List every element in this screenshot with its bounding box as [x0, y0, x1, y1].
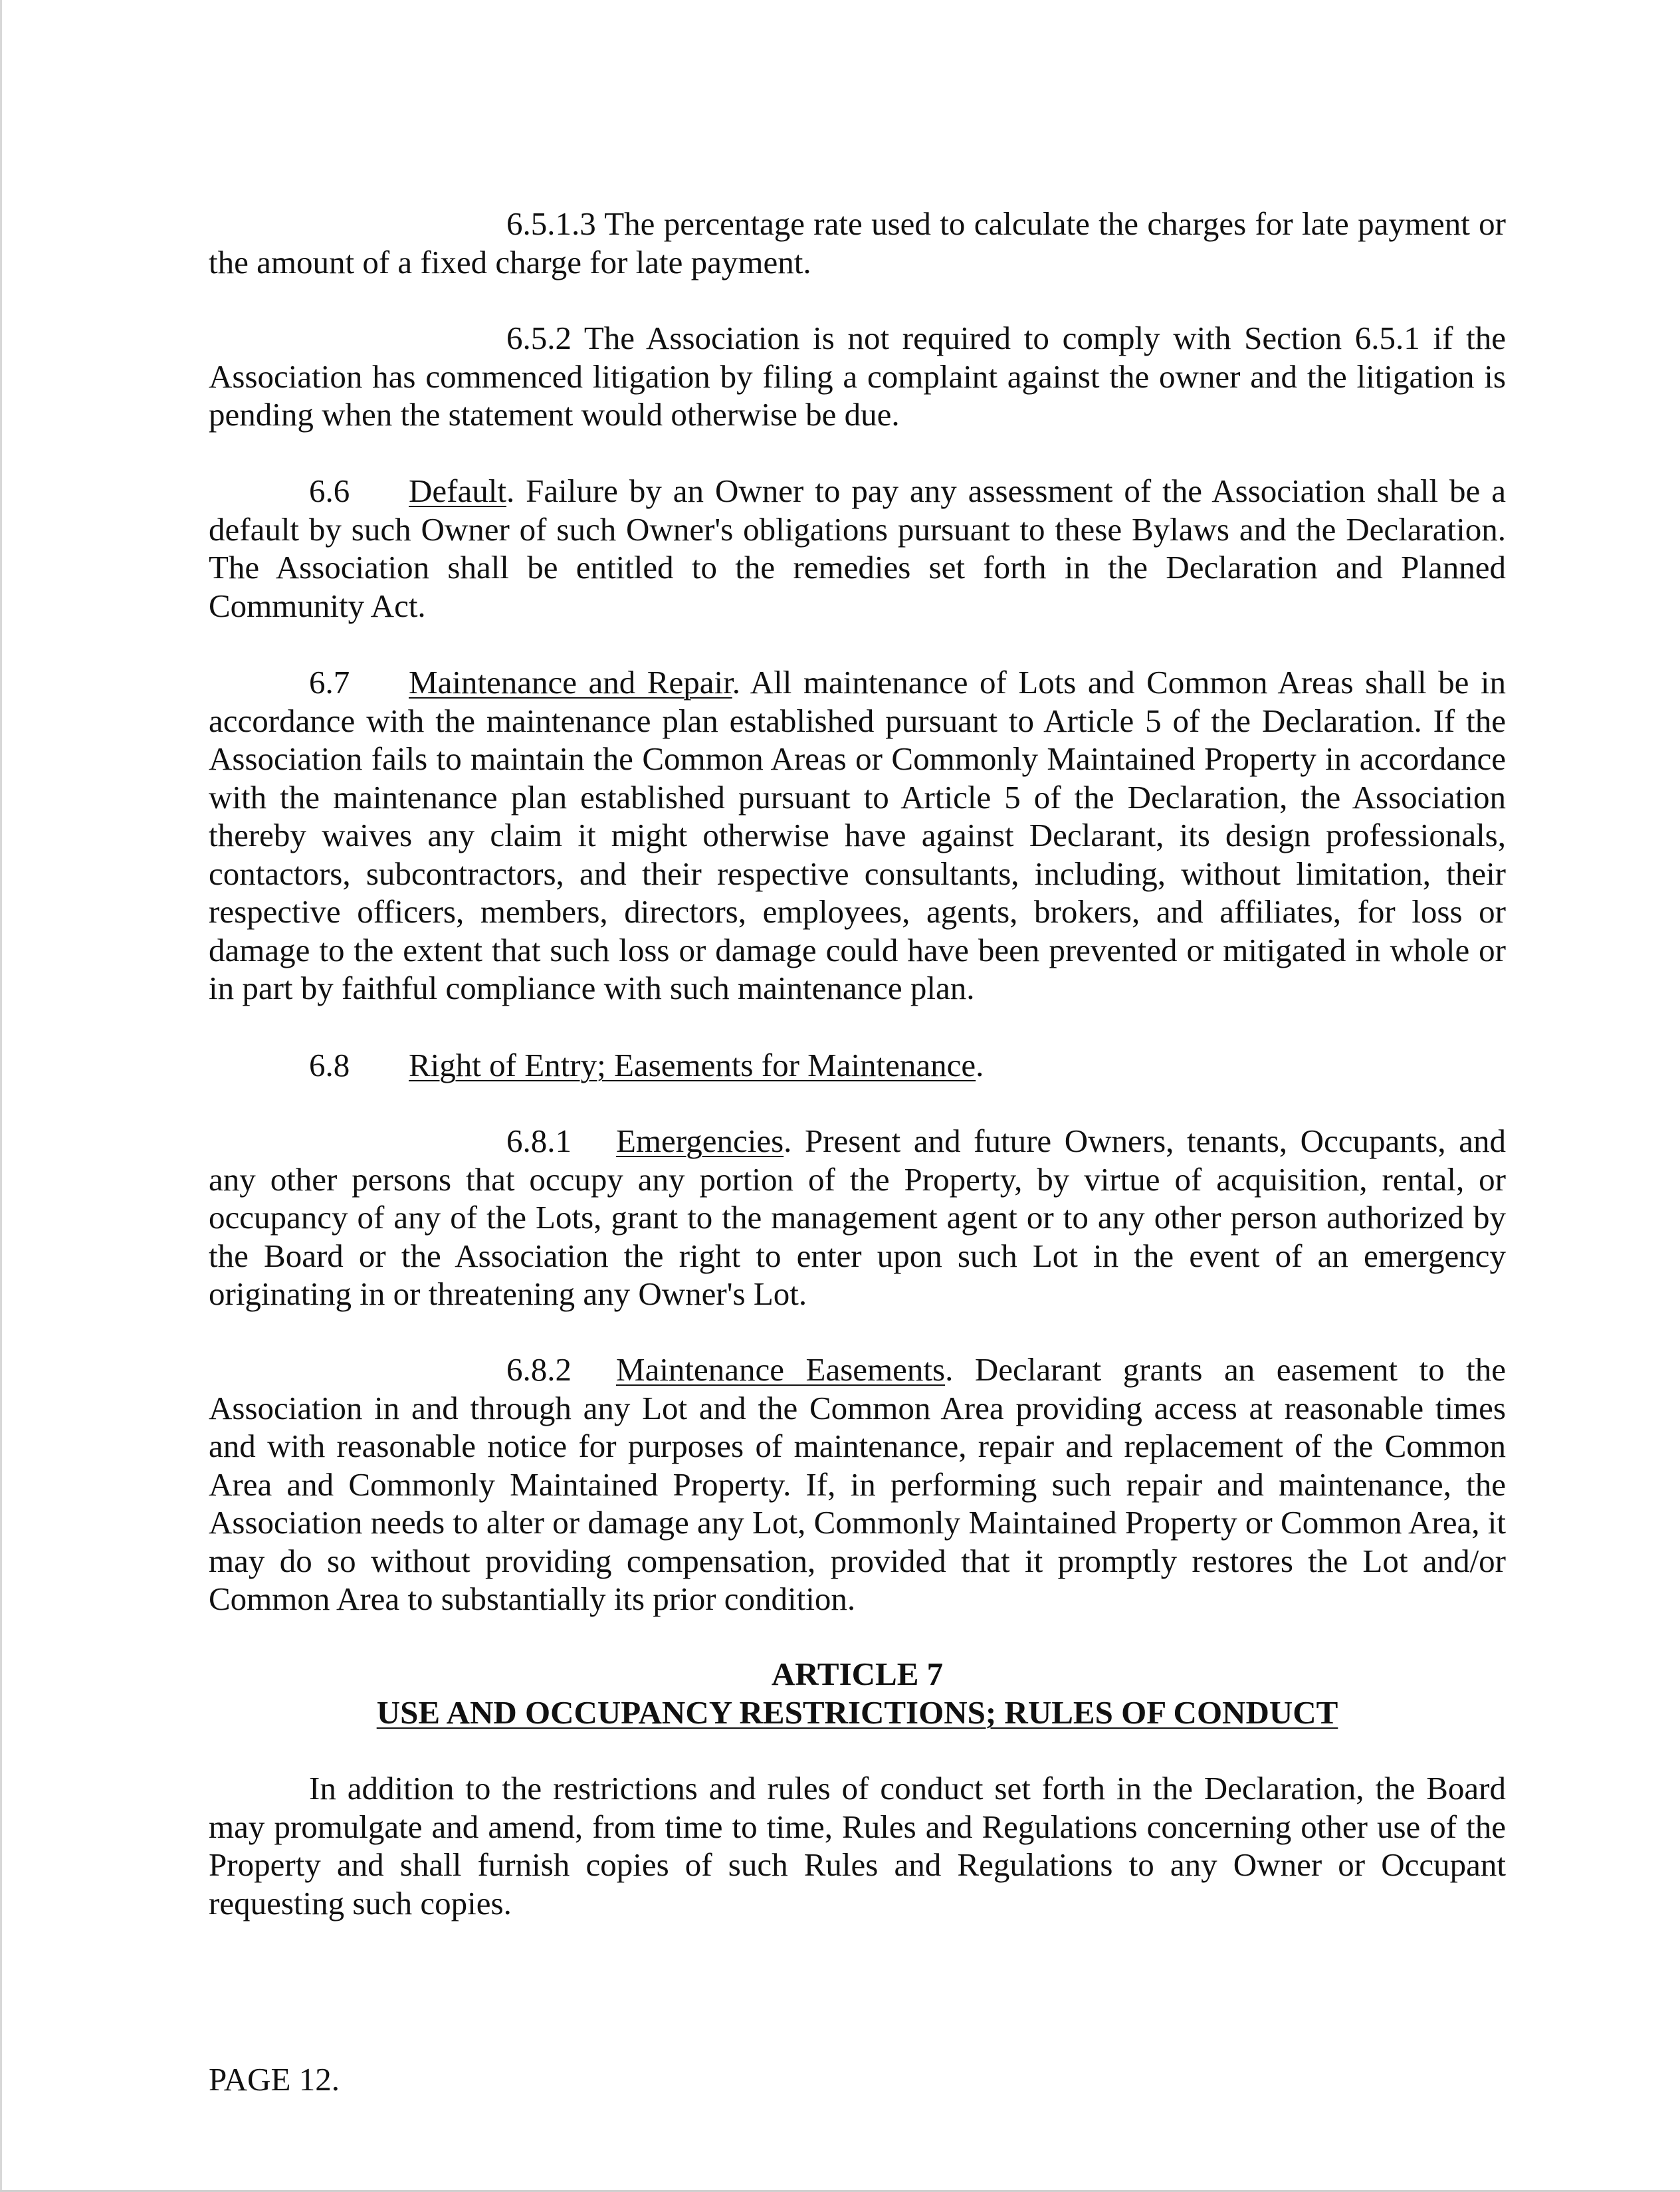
section-6-8-2-number: 6.8.2 [506, 1351, 572, 1388]
section-6-7-body: . All maintenance of Lots and Common Areas shall be in accordance with the maintenance plan established pursuant to Article 5 of the Declaration. If the Association fails to maintain the Common Areas or Commonly Maintained Property in accordance with the maintenance plan established pursuant to Article 5 of the Declaration, the Association thereby waives any claim it might otherwise have against Declarant, its design professionals, contactors, subcontractors, and their respective consultants, including, without limitation, their respective officers, members, directors, employees, agents, brokers, and affiliates, for loss or damage to the extent that such loss or damage could have been prevented or mitigated in whole or in part by faithful compliance with such maintenance plan. [209, 664, 1506, 1006]
section-6-6-title: Default [409, 473, 506, 509]
section-6-8-title: Right of Entry; Easements for Maintenance [409, 1047, 976, 1083]
article-7-title: USE AND OCCUPANCY RESTRICTIONS; RULES OF CONDUCT [376, 1694, 1338, 1731]
section-6-6 [209, 472, 1506, 625]
page-number: PAGE 12. [209, 2061, 340, 2098]
section-6-7-title: Maintenance and Repair [409, 664, 732, 701]
section-6-8-1-title: Emergencies [616, 1123, 784, 1159]
section-6-8-2 [209, 1351, 1506, 1618]
section-6-7-number: 6.7 [309, 664, 350, 701]
scan-left-edge [0, 0, 2, 2192]
section-6-8-1 [209, 1122, 1506, 1313]
section-6-8-number: 6.8 [309, 1047, 350, 1083]
paragraph-6-5-2 [209, 319, 1506, 434]
section-6-6-body: . Failure by an Owner to pay any assessment of the Association shall be a default by such Owner of such Owner's obligations pursuant to these Bylaws and the Declaration. The Association shall be entitled to the remedies set forth in the Declaration and Planned Community Act. [209, 473, 1506, 624]
article-7-number: ARTICLE 7 [771, 1656, 944, 1692]
article-7-body [209, 1769, 1506, 1922]
section-6-8 [209, 1046, 1506, 1085]
section-6-8-2-title: Maintenance Easements [616, 1351, 946, 1388]
section-6-8-2-body: . Declarant grants an easement to the Association in and through any Lot and the Common Area providing access at reasonable times and with reasonable notice for purposes of maintenance, repair and replacement of the Common Area and Commonly Maintained Property. If, in performing such repair and maintenance, the Association needs to alter or damage any Lot, Commonly Maintained Property or Common Area, it may do so without providing compensation, provided that it promptly restores the Lot and/or Common Area to substantially its prior condition. [209, 1351, 1506, 1617]
section-6-8-1-body: . Present and future Owners, tenants, Occupants, and any other persons that occupy any portion of the Property, by virtue of acquisition, rental, or occupancy of any of the Lots, grant to the management agent or to any other person authorized by the Board or the Association the right to enter upon such Lot in the event of an emergency originating in or threatening any Owner's Lot. [209, 1123, 1506, 1312]
section-6-8-1-number: 6.8.1 [506, 1123, 572, 1159]
article-7-body-text: In addition to the restrictions and rules of conduct set forth in the Declaration, the Board may promulgate and amend, from time to time, Rules and Regulations concerning other use of the Property and shall furnish copies of such Rules and Regulations to any Owner or Occupant requesting such copies. [209, 1770, 1506, 1921]
paragraph-6-5-1-3 [209, 205, 1506, 281]
section-6-7 [209, 663, 1506, 1008]
paragraph-6-5-2-text: 6.5.2 The Association is not required to comply with Section 6.5.1 if the Association has commenced litigation by filing a complaint against the owner and the litigation is pending when the statement would otherwise be due. [209, 320, 1506, 433]
section-6-8-body: . [976, 1047, 984, 1083]
paragraph-6-5-1-3-text: 6.5.1.3 The percentage rate used to calculate the charges for late payment or the amount of a fixed charge for late payment. [209, 205, 1506, 280]
section-6-6-number: 6.6 [309, 473, 350, 509]
